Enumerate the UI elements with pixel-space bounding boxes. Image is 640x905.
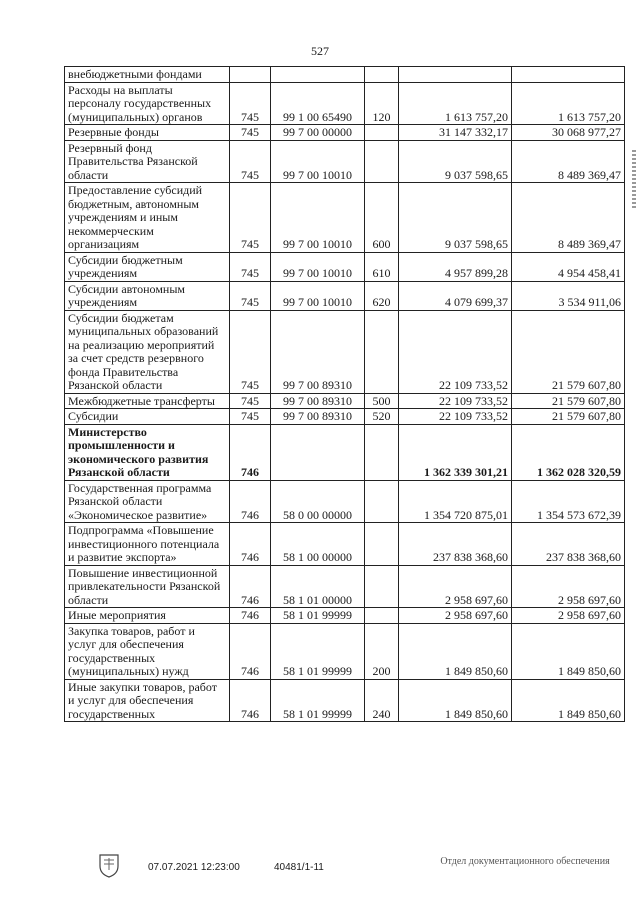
amount-plan-cell: 22 109 733,52: [399, 409, 512, 425]
target-article-cell: 58 1 01 99999: [271, 608, 365, 624]
expense-type-cell: 500: [365, 393, 399, 409]
table-row: [65, 424, 625, 480]
amount-plan-cell: 237 838 368,60: [399, 523, 512, 566]
amount-executed-cell: 21 579 607,80: [512, 409, 625, 425]
item-name-cell: Иные мероприятия: [65, 608, 230, 624]
item-name-cell: Предоставление субсидий бюджетным, автономным учреждениям и иным некоммерческим организациям: [65, 183, 230, 253]
footer-department-stamp: Отдел документационного обеспечения: [440, 856, 610, 867]
department-code-cell: 745: [230, 409, 271, 425]
footer-document-number: 40481/1-11: [274, 862, 324, 873]
table-row: [65, 183, 625, 253]
table-row: [65, 623, 625, 679]
amount-plan-cell: 1 613 757,20: [399, 82, 512, 125]
expense-type-cell: [365, 480, 399, 523]
department-code-cell: 746: [230, 424, 271, 480]
target-article-cell: 58 0 00 00000: [271, 480, 365, 523]
amount-executed-cell: 3 534 911,06: [512, 281, 625, 310]
item-name-cell: Межбюджетные трансферты: [65, 393, 230, 409]
target-article-cell: 99 7 00 10010: [271, 252, 365, 281]
expense-type-cell: 520: [365, 409, 399, 425]
amount-plan-cell: [399, 67, 512, 83]
table-row: [65, 310, 625, 393]
department-code-cell: 745: [230, 252, 271, 281]
amount-executed-cell: 1 613 757,20: [512, 82, 625, 125]
amount-plan-cell: 1 849 850,60: [399, 679, 512, 722]
item-name-cell: Субсидии: [65, 409, 230, 425]
amount-plan-cell: 1 354 720 875,01: [399, 480, 512, 523]
page-number: 527: [311, 44, 329, 58]
item-name-cell: Резервные фонды: [65, 125, 230, 141]
expense-type-cell: [365, 310, 399, 393]
item-name-cell: внебюджетными фондами: [65, 67, 230, 83]
table-row: [65, 67, 625, 83]
target-article-cell: 99 7 00 10010: [271, 140, 365, 183]
page-edge-mark: [632, 150, 636, 210]
budget-table-body: [65, 67, 625, 722]
department-code-cell: 745: [230, 310, 271, 393]
expense-type-cell: [365, 424, 399, 480]
amount-executed-cell: 4 954 458,41: [512, 252, 625, 281]
amount-executed-cell: [512, 67, 625, 83]
amount-plan-cell: 22 109 733,52: [399, 310, 512, 393]
expense-type-cell: 610: [365, 252, 399, 281]
expense-type-cell: [365, 523, 399, 566]
item-name-cell: Субсидии бюджетам муниципальных образований на реализацию мероприятий за счет средств резервного фонда Правительства Рязанской области: [65, 310, 230, 393]
expense-type-cell: [365, 125, 399, 141]
expense-type-cell: 120: [365, 82, 399, 125]
expense-type-cell: [365, 140, 399, 183]
department-code-cell: 746: [230, 523, 271, 566]
target-article-cell: 58 1 00 00000: [271, 523, 365, 566]
target-article-cell: 99 7 00 89310: [271, 393, 365, 409]
table-row: [65, 480, 625, 523]
amount-executed-cell: 30 068 977,27: [512, 125, 625, 141]
target-article-cell: 58 1 01 00000: [271, 565, 365, 608]
amount-executed-cell: 237 838 368,60: [512, 523, 625, 566]
amount-plan-cell: 1 849 850,60: [399, 623, 512, 679]
table-row: [65, 125, 625, 141]
amount-plan-cell: 1 362 339 301,21: [399, 424, 512, 480]
amount-executed-cell: 2 958 697,60: [512, 565, 625, 608]
amount-plan-cell: 2 958 697,60: [399, 608, 512, 624]
table-row: [65, 252, 625, 281]
amount-plan-cell: 31 147 332,17: [399, 125, 512, 141]
target-article-cell: [271, 424, 365, 480]
amount-executed-cell: 1 354 573 672,39: [512, 480, 625, 523]
expense-type-cell: 200: [365, 623, 399, 679]
department-code-cell: 745: [230, 125, 271, 141]
target-article-cell: 99 7 00 89310: [271, 409, 365, 425]
expense-type-cell: 240: [365, 679, 399, 722]
expense-type-cell: [365, 565, 399, 608]
item-name-cell: Резервный фонд Правительства Рязанской области: [65, 140, 230, 183]
table-row: [65, 409, 625, 425]
amount-plan-cell: 9 037 598,65: [399, 183, 512, 253]
item-name-cell: Субсидии автономным учреждениям: [65, 281, 230, 310]
department-code-cell: 746: [230, 480, 271, 523]
item-name-cell: Субсидии бюджетным учреждениям: [65, 252, 230, 281]
target-article-cell: 99 7 00 00000: [271, 125, 365, 141]
expense-type-cell: [365, 67, 399, 83]
department-code-cell: [230, 67, 271, 83]
target-article-cell: [271, 67, 365, 83]
amount-executed-cell: 21 579 607,80: [512, 393, 625, 409]
item-name-cell: Государственная программа Рязанской области «Экономическое развитие»: [65, 480, 230, 523]
table-row: [65, 82, 625, 125]
target-article-cell: 99 7 00 10010: [271, 183, 365, 253]
table-row: [65, 281, 625, 310]
department-code-cell: 745: [230, 393, 271, 409]
coat-of-arms-icon: [98, 852, 120, 878]
item-name-cell: Закупка товаров, работ и услуг для обеспечения государственных (муниципальных) нужд: [65, 623, 230, 679]
table-row: [65, 140, 625, 183]
item-name-cell: Расходы на выплаты персоналу государственных (муниципальных) органов: [65, 82, 230, 125]
department-code-cell: 745: [230, 183, 271, 253]
amount-plan-cell: 2 958 697,60: [399, 565, 512, 608]
table-row: [65, 523, 625, 566]
table-row: [65, 393, 625, 409]
table-row: [65, 679, 625, 722]
footer-date: 07.07.2021 12:23:00: [148, 862, 240, 873]
amount-executed-cell: 1 362 028 320,59: [512, 424, 625, 480]
budget-table: [64, 66, 625, 722]
amount-plan-cell: 4 079 699,37: [399, 281, 512, 310]
department-code-cell: 745: [230, 140, 271, 183]
item-name-cell: Повышение инвестиционной привлекательности Рязанской области: [65, 565, 230, 608]
department-code-cell: 746: [230, 608, 271, 624]
department-code-cell: 746: [230, 679, 271, 722]
target-article-cell: 58 1 01 99999: [271, 679, 365, 722]
department-code-cell: 745: [230, 82, 271, 125]
amount-executed-cell: 21 579 607,80: [512, 310, 625, 393]
item-name-cell: Иные закупки товаров, работ и услуг для обеспечения государственных: [65, 679, 230, 722]
amount-executed-cell: 1 849 850,60: [512, 623, 625, 679]
table-row: [65, 608, 625, 624]
amount-plan-cell: 9 037 598,65: [399, 140, 512, 183]
amount-executed-cell: 2 958 697,60: [512, 608, 625, 624]
expense-type-cell: 600: [365, 183, 399, 253]
expense-type-cell: 620: [365, 281, 399, 310]
amount-plan-cell: 4 957 899,28: [399, 252, 512, 281]
amount-plan-cell: 22 109 733,52: [399, 393, 512, 409]
amount-executed-cell: 8 489 369,47: [512, 183, 625, 253]
amount-executed-cell: 8 489 369,47: [512, 140, 625, 183]
target-article-cell: 58 1 01 99999: [271, 623, 365, 679]
department-code-cell: 745: [230, 281, 271, 310]
expense-type-cell: [365, 608, 399, 624]
department-code-cell: 746: [230, 623, 271, 679]
target-article-cell: 99 7 00 10010: [271, 281, 365, 310]
table-row: [65, 565, 625, 608]
item-name-cell: Подпрограмма «Повышение инвестиционного потенциала и развитие экспорта»: [65, 523, 230, 566]
target-article-cell: 99 7 00 89310: [271, 310, 365, 393]
target-article-cell: 99 1 00 65490: [271, 82, 365, 125]
item-name-cell: Министерство промышленности и экономического развития Рязанской области: [65, 424, 230, 480]
department-code-cell: 746: [230, 565, 271, 608]
amount-executed-cell: 1 849 850,60: [512, 679, 625, 722]
